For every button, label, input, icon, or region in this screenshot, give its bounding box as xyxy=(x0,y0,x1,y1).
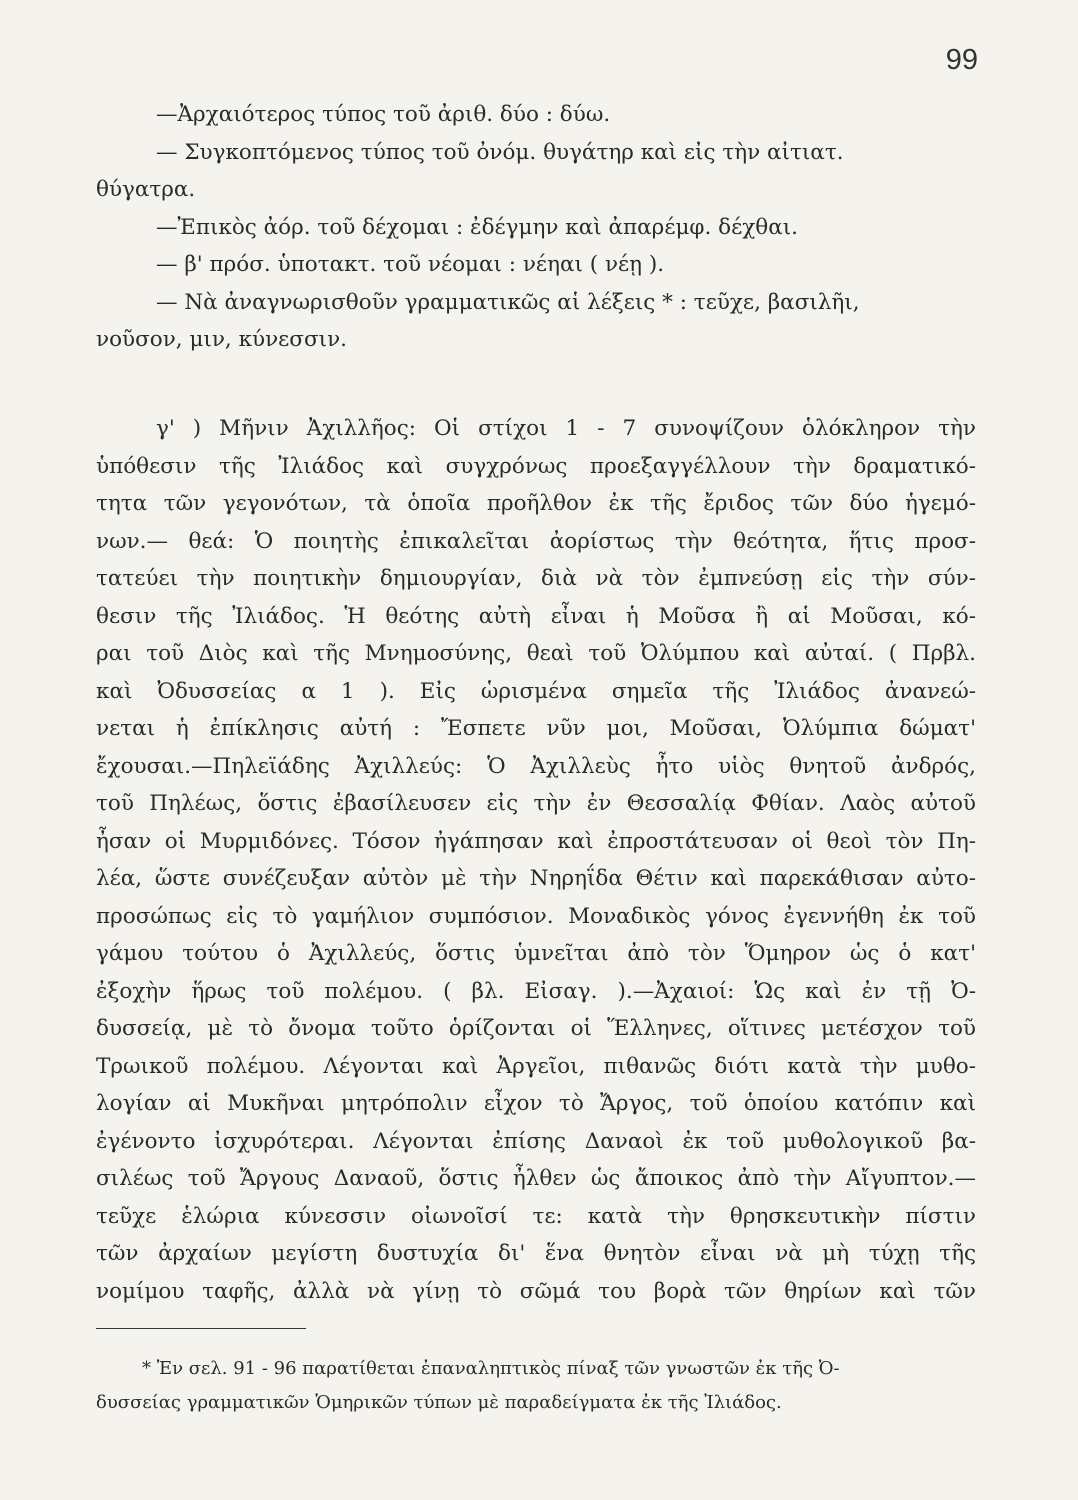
body-line: Τρωικοῦ πολέμου. Λέγονται καὶ Ἀργεῖοι, πιθανῶς διότι κατὰ τὴν μυθο- xyxy=(96,1053,976,1079)
body-line: νων.— θεά: Ὁ ποιητὴς ἐπικαλεῖται ἀορίστως τὴν θεότητα, ἥτις προσ- xyxy=(96,528,976,554)
body-line: γάμου τούτου ὁ Ἀχιλλεύς, ὅστις ὑμνεῖται ἀπὸ τὸν Ὅμηρον ὡς ὁ κατ' xyxy=(96,941,976,966)
body-line: καὶ Ὀδυσσείας α 1 ). Εἰς ὡρισμένα σημεῖα τῆς Ἰλιάδος ἀνανεώ- xyxy=(96,678,976,704)
body-line: ἦσαν οἱ Μυρμιδόνες. Τόσον ἠγάπησαν καὶ ἐπροστάτευσαν οἱ θεοὶ τὸν Πη- xyxy=(96,828,976,854)
page-number: 99 xyxy=(945,44,978,76)
note-line: νοῦσον, μιν, κύνεσσιν. xyxy=(96,327,347,352)
grammar-notes xyxy=(96,96,976,359)
footnote-rule xyxy=(96,1328,306,1329)
body-line: ἐγένοντο ἰσχυρότεραι. Λέγονται ἐπίσης Δαναοὶ ἐκ τοῦ μυθολογικοῦ βα- xyxy=(96,1128,976,1154)
body-line: ἐξοχὴν ἥρως τοῦ πολέμου. ( βλ. Εἰσαγ. ).—Ἀχαιοί: Ὡς καὶ ἐν τῇ Ὀ- xyxy=(96,978,976,1004)
body-line: τῶν ἀρχαίων μεγίστη δυστυχία δι' ἕνα θνητὸν εἶναι νὰ μὴ τύχῃ τῆς xyxy=(96,1241,976,1266)
body-line: προσώπως εἰς τὸ γαμήλιον συμπόσιον. Μοναδικὸς γόνος ἐγεννήθη ἐκ τοῦ xyxy=(96,903,976,929)
note-line: —Ἐπικὸς ἀόρ. τοῦ δέχομαι : ἐδέγμην καὶ ἀπαρέμφ. δέχθαι. xyxy=(156,214,798,240)
body-line: λέα, ὥστε συνέζευξαν αὐτὸν μὲ τὴν Νηρηΐδα Θέτιν καὶ παρεκάθισαν αὐτο- xyxy=(96,866,976,891)
body-line: ἔχουσαι.—Πηλεϊάδης Ἀχιλλεύς: Ὁ Ἀχιλλεὺς ἦτο υἱὸς θνητοῦ ἀνδρός, xyxy=(96,753,976,779)
footnote xyxy=(96,1352,972,1420)
body-line: τεῦχε ἑλώρια κύνεσσιν οἰωνοῖσί τε: κατὰ τὴν θρησκευτικὴν πίστιν xyxy=(96,1203,976,1229)
body-line: τατεύει τὴν ποιητικὴν δημιουργίαν, διὰ νὰ τὸν ἐμπνεύσῃ εἰς τὴν σύν- xyxy=(96,566,976,591)
note-line: θύγατρα. xyxy=(96,177,196,202)
body-line: θεσιν τῆς Ἰλιάδος. Ἡ θεότης αὐτὴ εἶναι ἡ Μοῦσα ἢ αἱ Μοῦσαι, κό- xyxy=(96,603,976,629)
note-line: — Συγκοπτόμενος τύπος τοῦ ὀνόμ. θυγάτηρ καὶ εἰς τὴν αἰτιατ. xyxy=(156,139,844,165)
commentary-body xyxy=(96,410,976,1310)
body-line: δυσσείᾳ, μὲ τὸ ὄνομα τοῦτο ὁρίζονται οἱ Ἕλληνες, οἵτινες μετέσχον τοῦ xyxy=(96,1016,976,1041)
body-line: λογίαν αἱ Μυκῆναι μητρόπολιν εἶχον τὸ Ἄργος, τοῦ ὁποίου κατόπιν καὶ xyxy=(96,1091,976,1116)
footnote-line: * Ἐν σελ. 91 - 96 παρατίθεται ἐπαναληπτικὸς πίναξ τῶν γνωστῶν ἐκ τῆς Ὀ- xyxy=(142,1358,840,1379)
body-line: ὑπόθεσιν τῆς Ἰλιάδος καὶ συγχρόνως προεξαγγέλλουν τὴν δραματικό- xyxy=(96,453,976,479)
body-line: γ' ) Μῆνιν Ἀχιλλῆος: Οἱ στίχοι 1 - 7 συνοψίζουν ὁλόκληρον τὴν xyxy=(156,416,976,441)
body-line: νομίμου ταφῆς, ἀλλὰ νὰ γίνῃ τὸ σῶμά του βορὰ τῶν θηρίων καὶ τῶν xyxy=(96,1278,976,1304)
body-line: νεται ἡ ἐπίκλησις αὐτή : Ἔσπετε νῦν μοι, Μοῦσαι, Ὀλύμπια δώματ' xyxy=(96,716,976,741)
body-line: ραι τοῦ Διὸς καὶ τῆς Μνημοσύνης, θεαὶ τοῦ Ὀλύμπου καὶ αὐταί. ( Πρβλ. xyxy=(96,641,976,666)
body-line: τητα τῶν γεγονότων, τὰ ὁποῖα προῆλθον ἐκ τῆς ἔριδος τῶν δύο ἡγεμό- xyxy=(96,491,976,516)
body-line: σιλέως τοῦ Ἄργους Δαναοῦ, ὅστις ἦλθεν ὡς ἄποικος ἀπὸ τὴν Αἴγυπτον.— xyxy=(96,1166,976,1191)
footnote-line: δυσσείας γραμματικῶν Ὁμηρικῶν τύπων μὲ παραδείγματα ἐκ τῆς Ἰλιάδος. xyxy=(96,1392,782,1413)
note-line: — Νὰ ἀναγνωρισθοῦν γραμματικῶς αἱ λέξεις * : τεῦχε, βασιλῆι, xyxy=(156,289,860,315)
body-line: τοῦ Πηλέως, ὅστις ἐβασίλευσεν εἰς τὴν ἐν Θεσσαλίᾳ Φθίαν. Λαὸς αὐτοῦ xyxy=(96,791,976,816)
note-line: — β' πρόσ. ὑποτακτ. τοῦ νέομαι : νέηαι ( νέῃ ). xyxy=(156,252,665,277)
note-line: —Ἀρχαιότερος τύπος τοῦ ἀριθ. δύο : δύω. xyxy=(156,102,611,127)
